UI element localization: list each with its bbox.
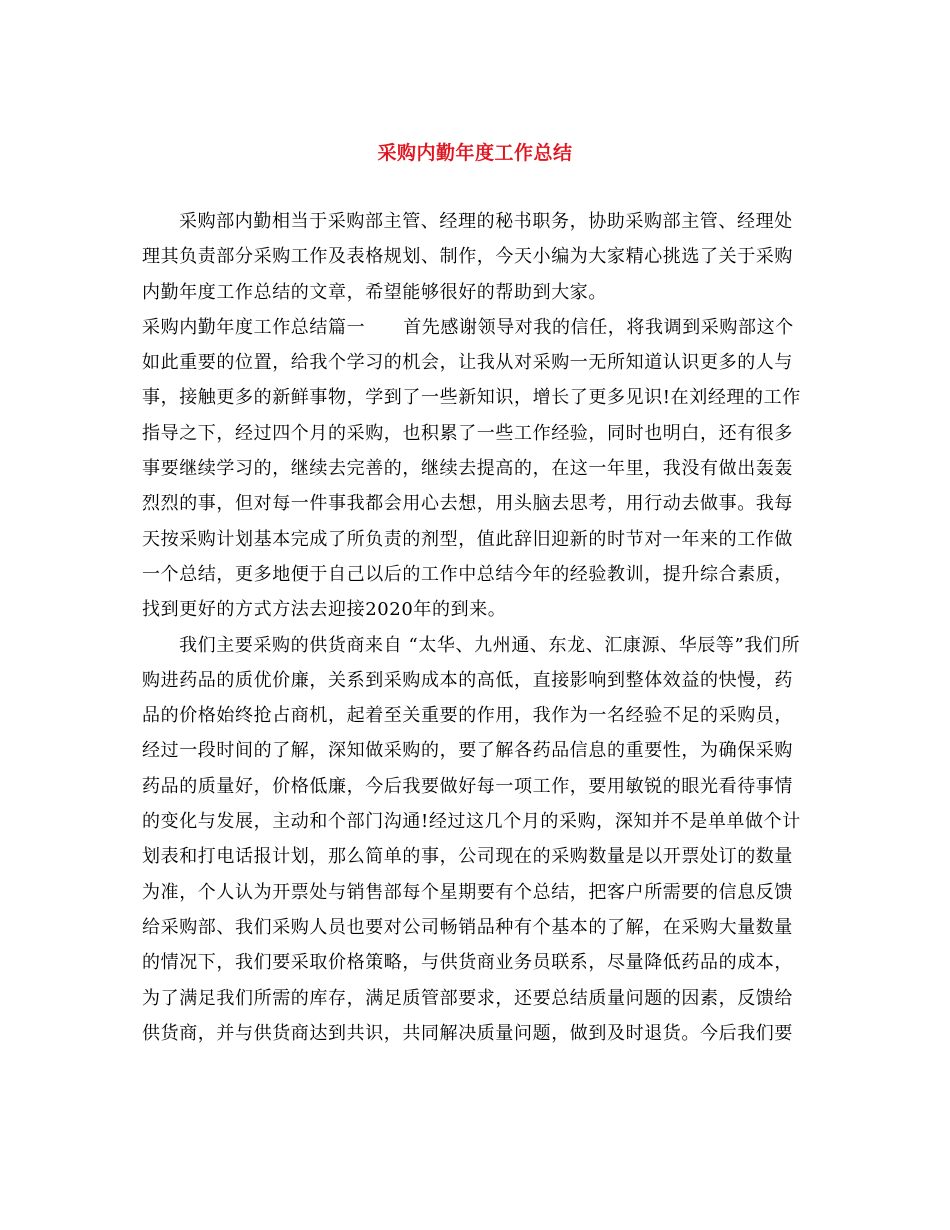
section-paragraph <box>142 310 810 628</box>
paragraph-2: 我们主要采购的供货商来自 “太华、九州通、东龙、汇康源、华辰等”我们所购进药品的质优价廉，关系到采购成本的高低，直接影响到整体效益的快慢，药品的价格始终抢占商机，起着至关重要的作用，我作为一名经验不足的采购员，经过一段时间的了解，深知做采购的，要了解各药品信息的重要性，为确保采购药品的质量好，价格低廉，今后我要做好每一项工作，要用敏锐的眼光看待事情的变化与发展，主动和个部门沟通!经过这几个月的采购，深知并不是单单做个计划表和打电话报计划，那么简单的事，公司现在的采购数量是以开票处订的数量为准，个人认为开票处与销售部每个星期要有个总结，把客户所需要的信息反馈给采购部、我们采购人员也要对公司畅销品种有个基本的了解，在采购大量数量的情况下，我们要采取价格策略，与供货商业务员联系，尽量降低药品的成本，为了满足我们所需的库存，满足质管部要求，还要总结质量问题的因素，反馈给供货商，并与供货商达到共识，共同解决质量问题，做到及时退货。今后我们要 <box>142 634 801 1044</box>
section-first-paragraph: 首先感谢领导对我的信任，将我调到采购部这个如此重要的位置，给我个学习的机会，让我从对采购一无所知道认识更多的人与事，接触更多的新鲜事物，学到了一些新知识，增长了更多见识!在刘经理的工作指导之下，经过四个月的采购，也积累了一些工作经验，同时也明白，还有很多事要继续学习的，继续去完善的，继续去提高的，在这一年里，我没有做出轰轰烈烈的事，但对每一件事我都会用心去想，用头脑去思考，用行动去做事。我每天按采购计划基本完成了所负责的剂型，值此辞旧迎新的时节对一年来的工作做一个总结，更多地便于自己以后的工作中总结今年的经验教训，提升综合素质，找到更好的方式方法去迎接2020年的到来。 <box>142 316 801 621</box>
section-heading: 采购内勤年度工作总结篇一 <box>142 316 366 338</box>
document-body <box>142 204 810 1051</box>
document-title: 采购内勤年度工作总结 <box>377 142 573 164</box>
intro-paragraph: 采购部内勤相当于采购部主管、经理的秘书职务，协助采购部主管、经理处理其负责部分采购工作及表格规划、制作，今天小编为大家精心挑选了关于采购内勤年度工作总结的文章，希望能够很好的帮助到大家。 <box>142 211 793 303</box>
